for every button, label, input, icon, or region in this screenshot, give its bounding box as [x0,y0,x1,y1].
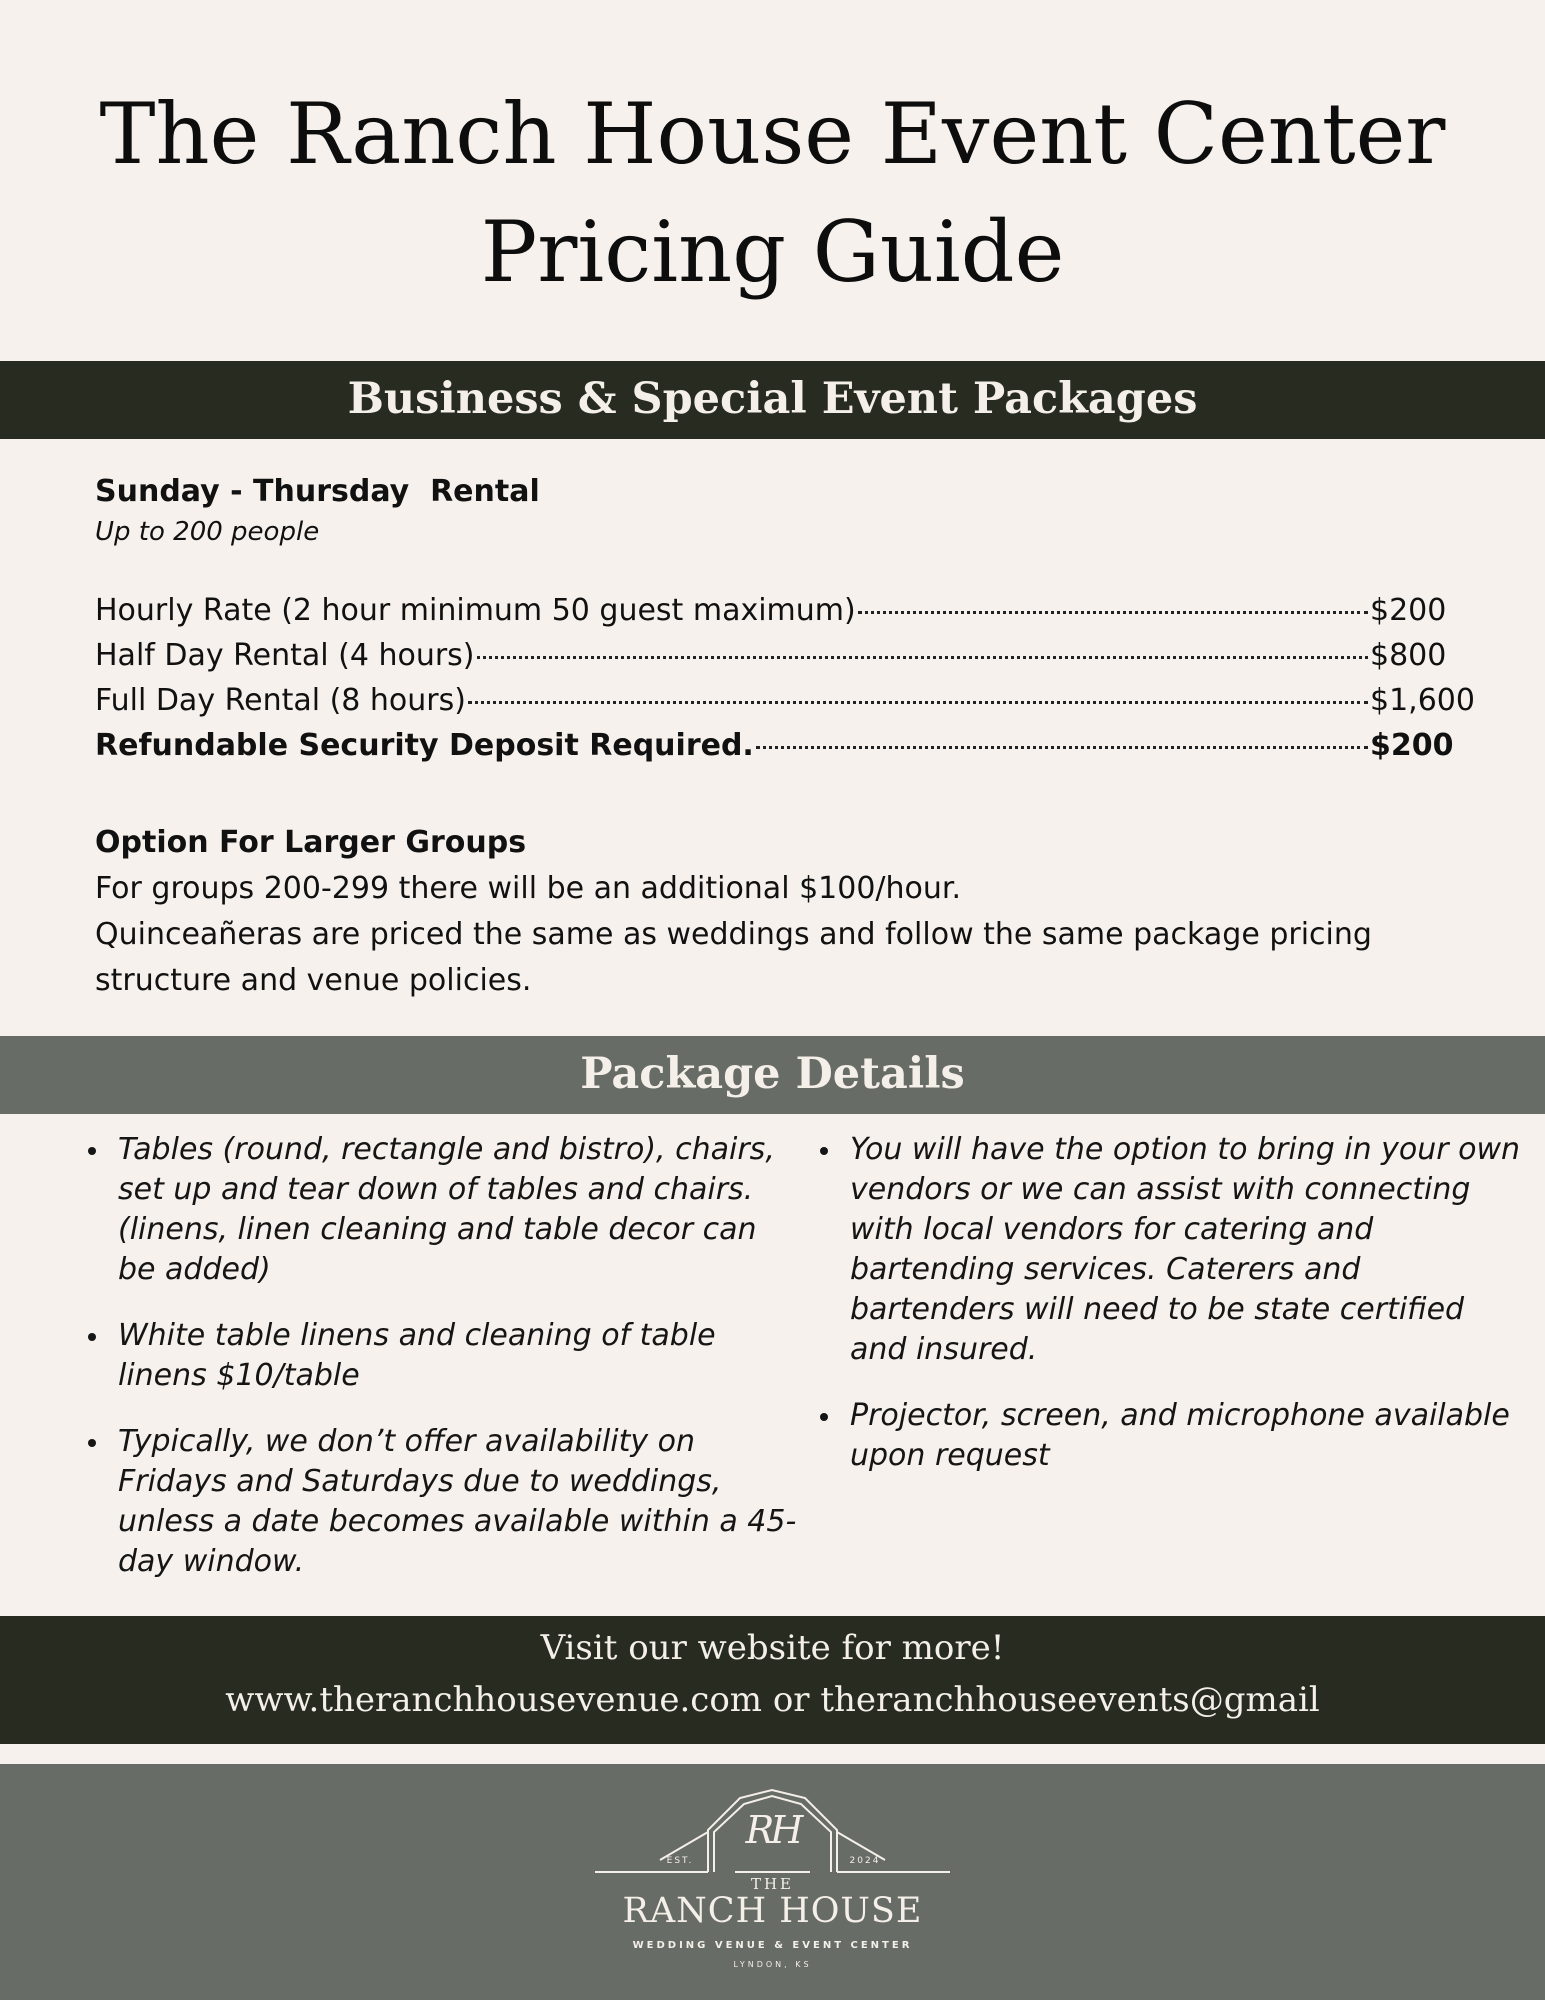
package-details [0,1130,1545,1610]
price-row-full-day [95,678,1475,723]
price-amount: $800 [1370,638,1447,673]
title-line-2: Pricing Guide [480,203,1065,301]
list-item: Projector, screen, and microphone available upon request [850,1396,1522,1476]
ranch-house-logo [590,1784,955,1984]
details-left-list [80,1130,800,1582]
rental-section [95,470,1475,1004]
price-label: Refundable Security Deposit Required. [95,728,754,763]
logo-year: 2024 [849,1856,881,1866]
dot-leader [858,611,1368,614]
larger-groups-line-1: For groups 200-299 there will be an additional $100/hour. [95,871,962,906]
contact-line-2: www.theranchhousevenue.com or theranchhouseevents@gmail [225,1680,1320,1720]
details-right-column [812,1130,1522,1502]
contact-line-1: Visit our website for more! [540,1628,1005,1668]
price-row-hourly [95,588,1475,633]
price-amount: $200 [1370,593,1447,628]
rental-title: Sunday - Thursday Rental [95,474,540,509]
package-details-heading: Package Details [0,1036,1545,1114]
price-row-half-day [95,633,1475,678]
details-right-list [812,1130,1522,1476]
page-title [0,75,1545,311]
price-label: Half Day Rental (4 hours) [95,638,475,673]
larger-groups-title: Option For Larger Groups [95,825,527,860]
price-amount: $1,600 [1370,683,1475,718]
price-row-deposit [95,723,1475,768]
contact-band [0,1616,1545,1744]
dot-leader [477,656,1368,659]
list-item: Tables (round, rectangle and bistro), chairs, set up and tear down of tables and chairs. (linens, linen cleaning and table decor can be added) [118,1130,800,1290]
logo-tagline: WEDDING VENUE & EVENT CENTER [632,1940,913,1951]
logo-the: THE [750,1875,795,1893]
dot-leader [468,701,1368,704]
rental-subtitle: Up to 200 people [95,517,320,547]
business-section-heading: Business & Special Event Packages [0,361,1545,439]
list-item: You will have the option to bring in your own vendors or we can assist with connecting with local vendors for catering and bartending services. Caterers and bartenders will need to be state certified and insured. [850,1130,1522,1370]
list-item: Typically, we don’t offer availability on Fridays and Saturdays due to weddings, unless a date becomes available within a 45-day window. [118,1422,800,1582]
larger-groups-line-2: Quinceañeras are priced the same as weddings and follow the same package pricing structure and venue policies. [95,917,1372,998]
logo-location: LYNDON, KS [733,1960,812,1969]
title-line-1: The Ranch House Event Center [99,85,1446,183]
logo-est: EST. [666,1856,694,1866]
price-label: Full Day Rental (8 hours) [95,683,466,718]
dot-leader [756,746,1368,749]
list-item: White table linens and cleaning of table linens $10/table [118,1316,800,1396]
price-list [95,588,1475,768]
price-amount: $200 [1370,728,1454,763]
larger-groups-section [95,820,1475,1004]
logo-monogram: RH [745,1808,800,1852]
logo-name: RANCH HOUSE [622,1891,923,1931]
footer [0,1764,1545,2000]
price-label: Hourly Rate (2 hour minimum 50 guest maximum) [95,593,856,628]
details-left-column [80,1130,800,1608]
